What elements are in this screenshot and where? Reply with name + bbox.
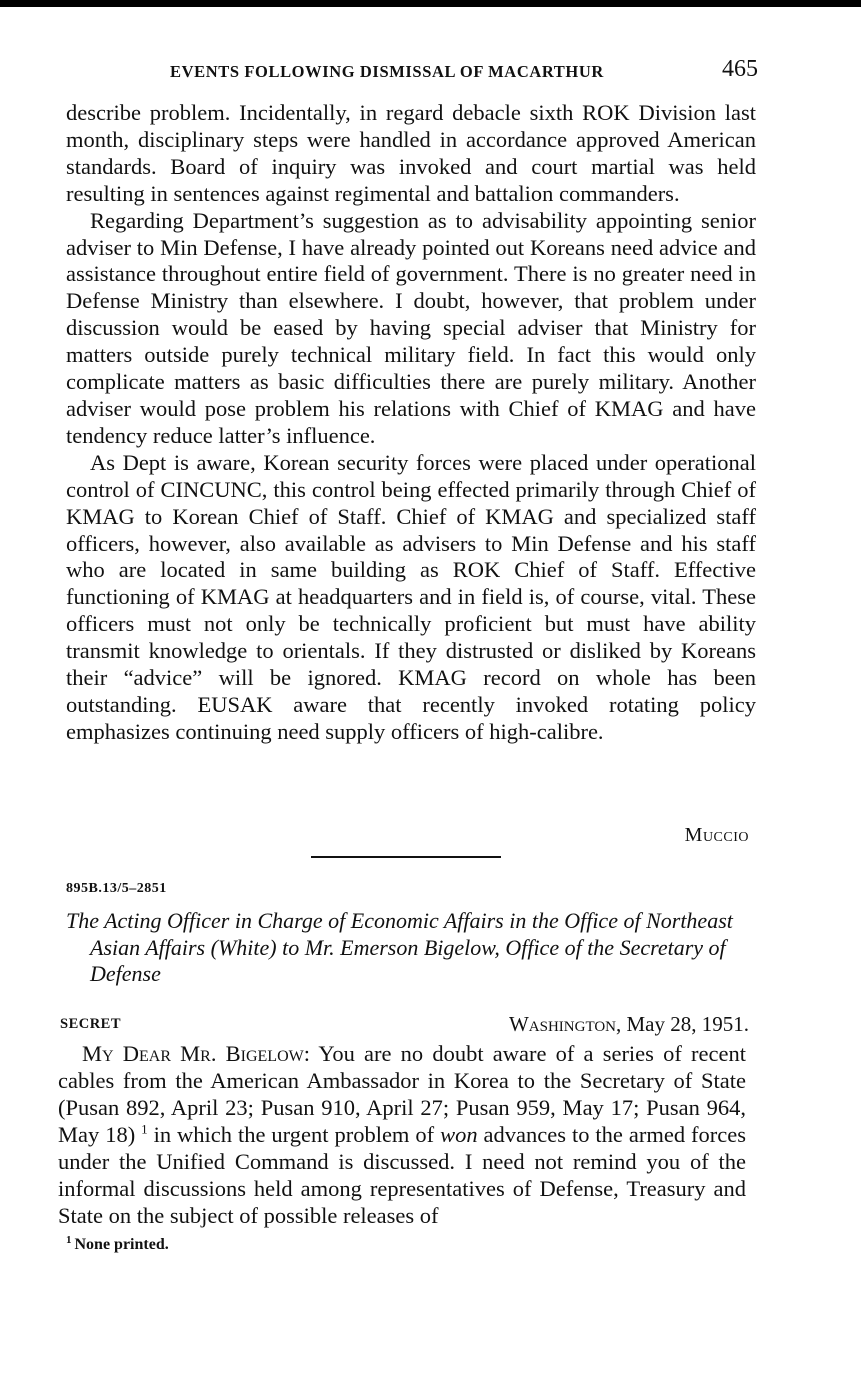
page-number: 465 bbox=[722, 56, 758, 82]
classification-label: SECRET bbox=[60, 1016, 122, 1032]
letter-italic-word: won bbox=[440, 1122, 478, 1147]
dateline bbox=[509, 1012, 749, 1037]
letter-body bbox=[58, 1040, 746, 1229]
footnote-marker: 1 bbox=[66, 1233, 72, 1246]
letter-salutation: My Dear Mr. Bigelow bbox=[82, 1041, 304, 1066]
footnote bbox=[66, 1233, 169, 1254]
previous-document-body bbox=[66, 100, 756, 746]
page-header bbox=[66, 56, 758, 86]
letter-text-part-2: in which the urgent problem of bbox=[147, 1122, 441, 1147]
letter-text-part-1: : You are no doubt aware of a series of recent cables from the American Ambassador in Korea to the Secretary of State (Pusan 892, April 23; Pusan 910, April 27; Pusan 959, May 17; Pusan 964, May 18) bbox=[58, 1041, 746, 1147]
document-file-number: 895B.13/5–2851 bbox=[66, 881, 167, 896]
body-paragraph-1: describe problem. Incidentally, in regard debacle sixth ROK Division last month, disciplinary steps were handled in accordance approved American standards. Board of inquiry was invoked and court martial was held resulting in sentences against regimental and battalion commanders. bbox=[66, 100, 756, 206]
body-paragraph-2: Regarding Department’s suggestion as to advisability appointing senior adviser to Min Defense, I have already pointed out Koreans need advice and assistance throughout entire field of government. There is no greater need in Defense Ministry than elsewhere. I doubt, however, that problem under discussion would be eased by having special adviser that Ministry for matters outside purely technical military field. In fact this would only complicate matters as basic difficulties there are purely military. Another adviser would pose problem his relations with Chief of KMAG and have tendency reduce latter’s influence. bbox=[66, 207, 756, 448]
body-paragraph-3: As Dept is aware, Korean security forces were placed under operational control of CINCUNC, this control being effected primarily through Chief of KMAG to Korean Chief of Staff. Chief of KMAG and specialized staff officers, however, also available as advisers to Min Defense and his staff who are located in same building as ROK Chief of Staff. Effective functioning of KMAG at headquarters and in field is, of course, vital. These officers must not only be technically proficient but must have ability transmit knowledge to orientals. If they distrusted or disliked by Koreans their “advice” will be ignored. KMAG record on whole has been outstanding. EUSAK aware that recently invoked rotating policy emphasizes continuing need supply officers of high-calibre. bbox=[66, 449, 756, 744]
dateline-place: Washington bbox=[508, 1012, 616, 1036]
section-divider-rule bbox=[311, 856, 501, 858]
footnote-reference: 1 bbox=[141, 1121, 148, 1137]
page-top-border bbox=[0, 0, 861, 7]
document-title: The Acting Officer in Charge of Economic Affairs in the Office of Northeast Asian Affairs (White) to Mr. Emerson Bigelow, Office of the Secretary of Defense bbox=[66, 908, 733, 986]
signature-muccio: Muccio bbox=[684, 824, 749, 846]
running-head: EVENTS FOLLOWING DISMISSAL OF MACARTHUR bbox=[170, 62, 604, 81]
footnote-text: None printed. bbox=[74, 1236, 169, 1253]
letter-paragraph-1 bbox=[58, 1040, 746, 1229]
dateline-date: , May 28, 1951. bbox=[616, 1012, 749, 1036]
letter-text-part-3: advances to the armed forces under the Unified Command is discussed. I need not remind you of the informal discussions held among representatives of Defense, Treasury and State on the subject of possible releases of bbox=[58, 1122, 746, 1228]
